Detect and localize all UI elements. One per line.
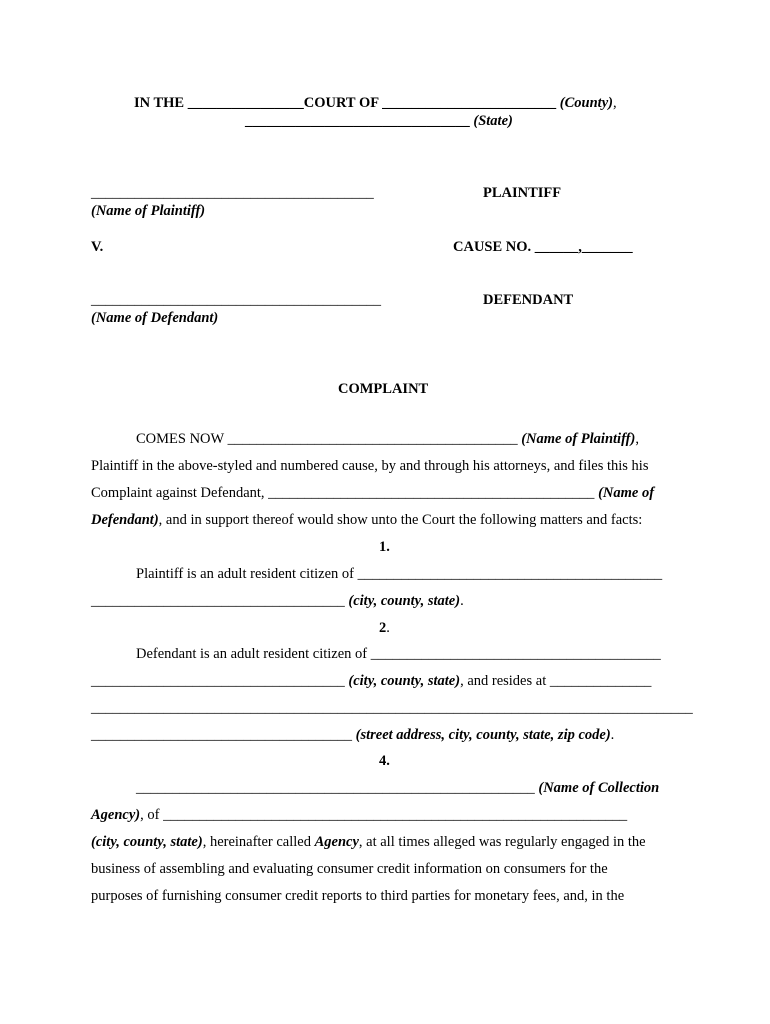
caption-comma: ,	[612, 95, 617, 111]
court-blanks-text: IN THE ________________COURT OF ________________________	[134, 95, 560, 111]
p1-period: .	[460, 593, 464, 609]
p4-line-1-blank: _______________________________________________________	[136, 780, 539, 796]
defendant-name-hint: (Name of Defendant)	[91, 310, 219, 326]
p4-line-2-blank: , of ________________________________________________________________	[140, 807, 628, 823]
p1-line-2-blank: ___________________________________	[91, 593, 349, 609]
p2-resides-text: , and resides at ______________	[460, 673, 652, 689]
p2-line-4	[91, 726, 614, 744]
agency-name-hint-a: (Name of Collection	[538, 780, 660, 796]
plaintiff-name-hint-inline: (Name of Plaintiff)	[521, 431, 636, 447]
paragraph-number-1: 1.	[379, 539, 390, 555]
defendant-name-blank: ________________________________________	[91, 292, 381, 308]
p1-line-1: Plaintiff is an adult resident citizen of __________________________________________	[136, 566, 663, 582]
defendant-label: DEFENDANT	[483, 292, 574, 308]
paragraph-number-2	[379, 619, 390, 637]
p2-location-hint: (city, county, state)	[348, 673, 461, 689]
p2-line-4-blank: ____________________________________	[91, 727, 356, 743]
p4-line-1	[136, 779, 659, 797]
p2-line-3: ___________________________________________________________________________________	[91, 700, 693, 716]
state-hint: (State)	[473, 113, 513, 129]
paragraph-number-2-dot: .	[386, 620, 390, 636]
p4-line-4: business of assembling and evaluating consumer credit information on consumers for the	[91, 861, 608, 877]
intro-line-3-text: Complaint against Defendant, _____________________________________________	[91, 485, 599, 501]
plaintiff-label: PLAINTIFF	[483, 185, 562, 201]
intro-line-4	[91, 511, 642, 529]
intro-line-3	[91, 484, 654, 502]
intro-comma: ,	[635, 431, 639, 447]
state-caption-line	[245, 112, 513, 130]
p1-line-2	[91, 592, 464, 610]
p4-line-2	[91, 806, 627, 824]
defendant-name-hint-inline-b: Defendant)	[91, 512, 159, 528]
cause-number: CAUSE NO. ______,_______	[453, 239, 633, 255]
versus-label: V.	[91, 239, 104, 255]
state-blank-text: _______________________________	[245, 113, 474, 129]
agency-term: Agency	[314, 834, 359, 850]
p2-line-2	[91, 672, 651, 690]
court-caption-line	[134, 94, 617, 112]
intro-line-1	[136, 430, 639, 448]
p2-period: .	[610, 727, 615, 743]
intro-line-2: Plaintiff in the above-styled and numbered cause, by and through his attorneys, and files this his	[91, 458, 649, 474]
p4-line-5: purposes of furnishing consumer credit reports to third parties for monetary fees, and, in the	[91, 888, 625, 904]
p2-address-hint: (street address, city, county, state, zip code)	[355, 727, 611, 743]
paragraph-number-2-digit: 2	[379, 620, 387, 636]
p4-line-3-rest: , at all times alleged was regularly engaged in the	[358, 834, 646, 850]
intro-line-1-text: COMES NOW ________________________________________	[136, 431, 522, 447]
p4-location-hint: (city, county, state)	[91, 834, 203, 850]
document-title: COMPLAINT	[338, 381, 429, 397]
defendant-name-hint-inline-a: (Name of	[598, 485, 655, 501]
p1-location-hint: (city, county, state)	[348, 593, 461, 609]
county-hint: (County)	[559, 95, 613, 111]
p2-line-2-blank: ___________________________________	[91, 673, 349, 689]
paragraph-number-4: 4.	[379, 753, 390, 769]
intro-line-4-text: , and in support thereof would show unto the Court the following matters and facts:	[158, 512, 643, 528]
plaintiff-name-blank: _______________________________________	[91, 185, 374, 201]
p4-hereinafter-text: , hereinafter called	[202, 834, 315, 850]
plaintiff-name-hint: (Name of Plaintiff)	[91, 203, 206, 219]
p2-line-1: Defendant is an adult resident citizen of ________________________________________	[136, 646, 661, 662]
p4-line-3	[91, 833, 646, 851]
agency-name-hint-b: Agency)	[91, 807, 141, 823]
